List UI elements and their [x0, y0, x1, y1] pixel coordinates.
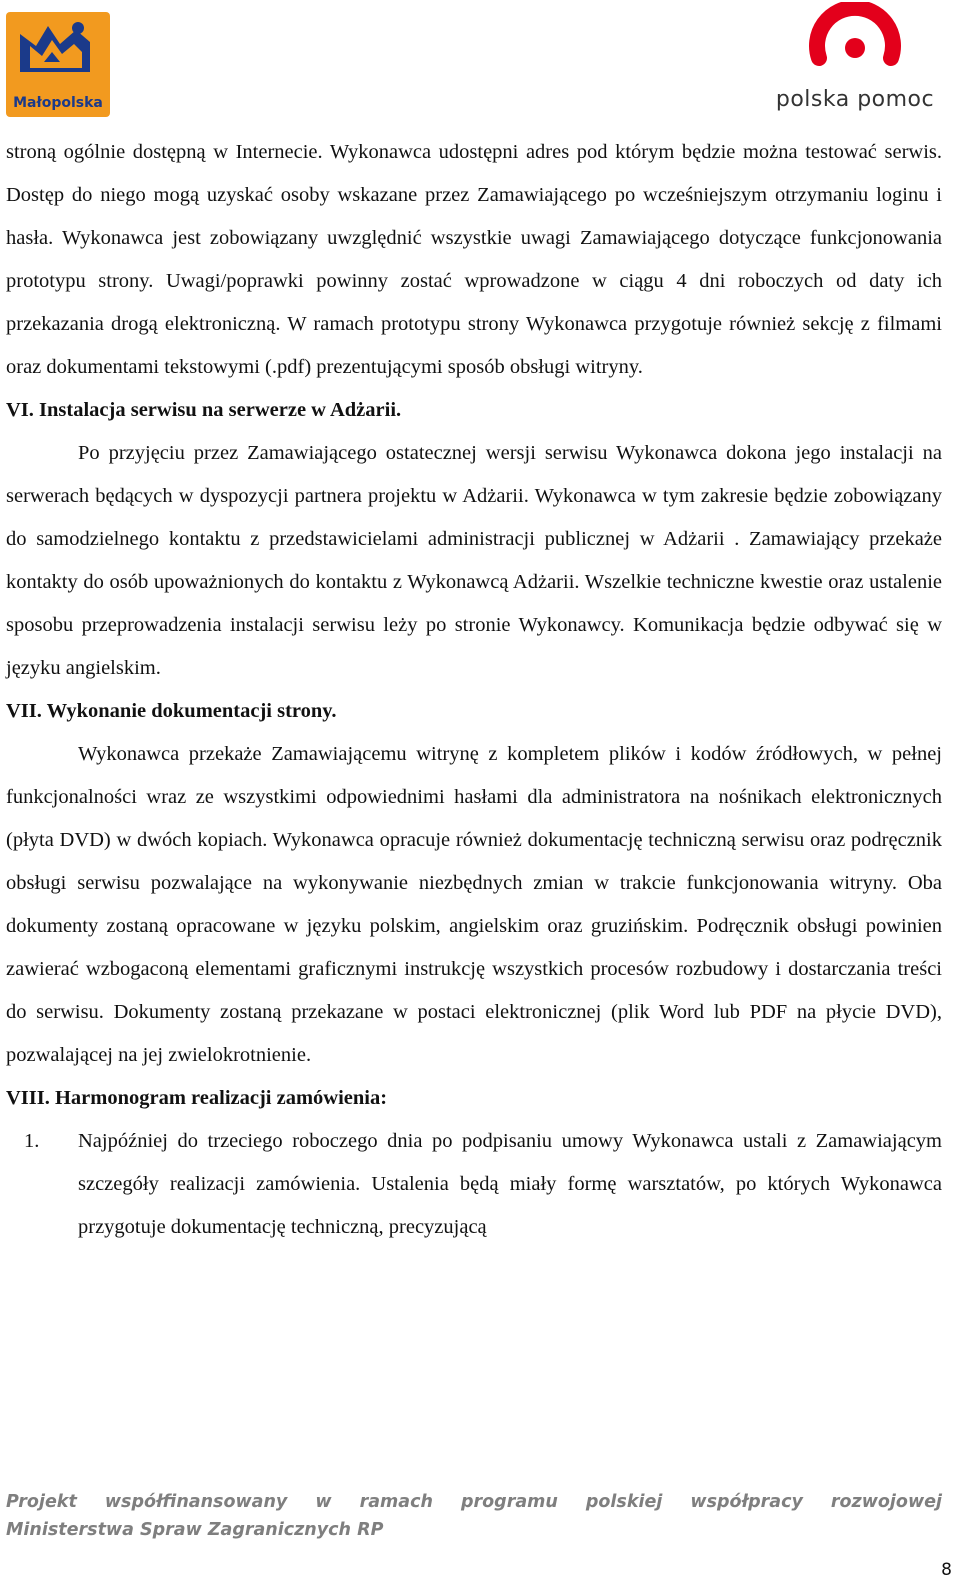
- page-header: [0, 0, 960, 125]
- footer-project-line: Projekt współfinansowany w ramach programu polskiej współpracy rozwojowej: [6, 1492, 942, 1512]
- malopolska-logo-text: Małopolska: [13, 95, 103, 111]
- polska-pomoc-emblem-icon: [807, 2, 903, 86]
- polska-pomoc-logo: [775, 2, 935, 117]
- section-heading-viii: VIII. Harmonogram realizacji zamówienia:: [6, 1087, 388, 1109]
- document-body: [6, 131, 942, 1249]
- list-item-number: 1.: [24, 1130, 40, 1152]
- paragraph-installation: Po przyjęciu przez Zamawiającego ostatecznej wersji serwisu Wykonawca dokona jego instalacji na serwerach będących w dyspozycji partnera projektu w Adżarii. Wykonawca w tym zakresie będzie zobowiązany do samodzielnego kontaktu z przedstawicielami administracji publicznej w Adżarii . Zamawiający przekaże kontakty do osób upoważnionych do kontaktu z Wykonawcą Adżarii. Wszelkie techniczne kwestie oraz ustalenie sposobu przeprowadzenia instalacji serwisu leży po stronie Wykonawcy. Komunikacja będzie odbywać się w języku angielskim.: [6, 442, 942, 679]
- section-heading-vi: VI. Instalacja serwisu na serwerze w Adżarii.: [6, 399, 402, 421]
- section-heading-vii: VII. Wykonanie dokumentacji strony.: [6, 700, 337, 722]
- malopolska-emblem-icon: [6, 12, 110, 92]
- paragraph-documentation: Wykonawca przekaże Zamawiającemu witrynę z kompletem plików i kodów źródłowych, w pełnej funkcjonalności wraz ze wszystkimi odpowiednimi hasłami dla administratora na nośnikach elektronicznych (płyta DVD) w dwóch kopiach. Wykonawca opracuje również dokumentację techniczną serwisu oraz podręcznik obsługi serwisu pozwalające na wykonywanie niezbędnych zmian w trakcie funkcjonowania witryny. Oba dokumenty zostaną opracowane w języku polskim, angielskim oraz gruzińskim. Podręcznik obsługi powinien zawierać wzbogaconą elementami graficznymi instrukcję wszystkich procesów rozbudowy i dostarczania treści do serwisu. Dokumenty zostaną przekazane w postaci elektronicznej (plik Word lub PDF na płycie DVD), pozwalającej na jej zwielokrotnienie.: [6, 743, 942, 1066]
- paragraph-prototype: stroną ogólnie dostępną w Internecie. Wykonawca udostępni adres pod którym będzie można testować serwis. Dostęp do niego mogą uzyskać osoby wskazane przez Zamawiającego po wcześniejszym otrzymaniu loginu i hasła. Wykonawca jest zobowiązany uwzględnić wszystkie uwagi Zamawiającego dotyczące funkcjonowania prototypu strony. Uwagi/poprawki powinny zostać wprowadzone w ciągu 4 dni roboczych od daty ich przekazania drogą elektroniczną. W ramach prototypu strony Wykonawca przygotuje również sekcję z filmami oraz dokumentami tekstowymi (.pdf) prezentującymi sposób obsługi witryny.: [6, 141, 942, 378]
- list-item: [6, 1120, 942, 1249]
- footer-ministry-line: Ministerstwa Spraw Zagranicznych RP: [6, 1520, 384, 1540]
- malopolska-logo: [6, 12, 110, 117]
- list-item-text: Najpóźniej do trzeciego roboczego dnia po podpisaniu umowy Wykonawca ustali z Zamawiającym szczegóły realizacji zamówienia. Ustalenia będą miały formę warsztatów, po których Wykonawca przygotuje dokumentację techniczną, precyzującą: [78, 1130, 942, 1238]
- schedule-list: [6, 1120, 942, 1249]
- page-number: 8: [941, 1560, 952, 1580]
- page-footer: [6, 1488, 942, 1544]
- polska-pomoc-logo-text: polska pomoc: [775, 87, 935, 112]
